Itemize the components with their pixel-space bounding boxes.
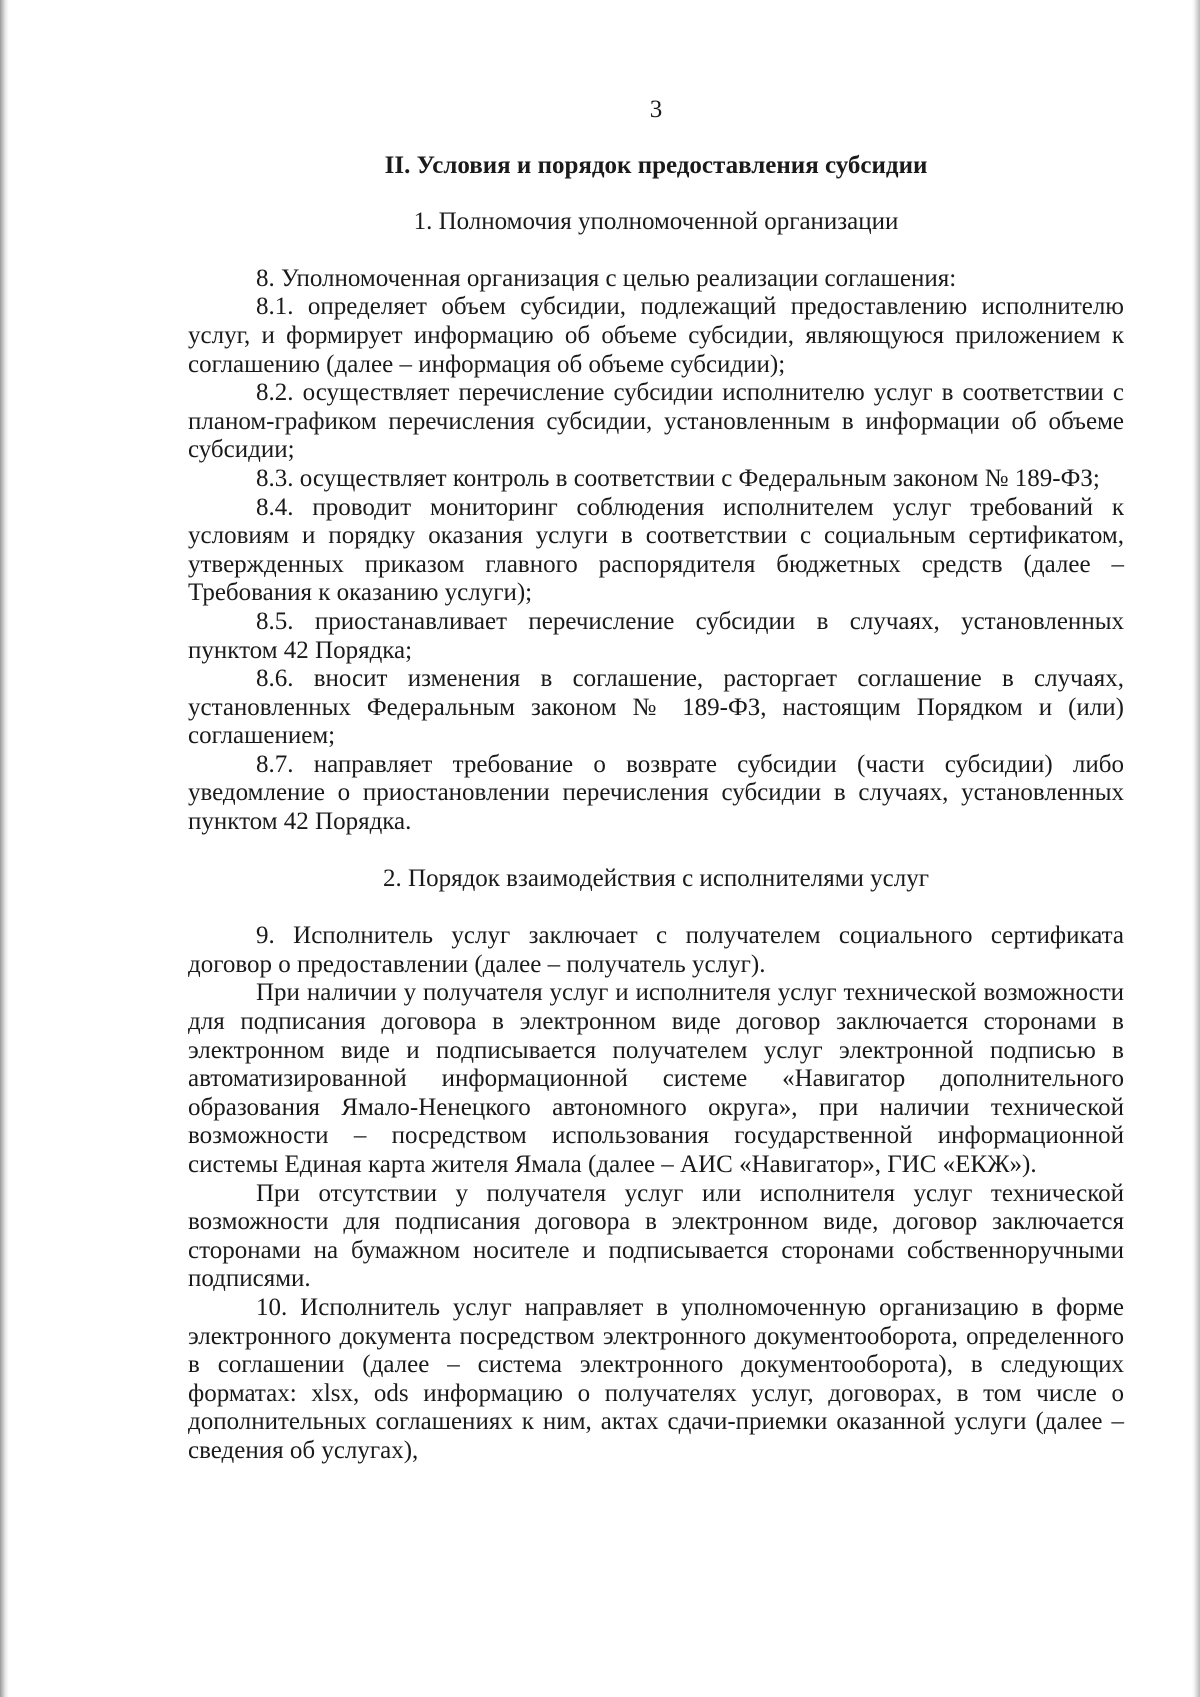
paragraph-8-4: 8.4. проводит мониторинг соблюдения исполнителем услуг требований к условиям и порядку оказания услуги в соответствии с социальным сертификатом, утвержденных приказом главного распорядителя бюджетных средств (далее – Требования к оказанию услуги); [188,493,1124,607]
paragraph-9: 9. Исполнитель услуг заключает с получателем социального сертификата договор о предоставлении (далее – получатель услуг). [188,922,1124,978]
paragraph-10: 10. Исполнитель услуг направляет в уполномоченную организацию в форме электронного документа посредством электронного документооборота, определенного в соглашении (далее – система электронного документооборота), в следующих форматах: xlsx, ods информацию о получателях услуг, договорах, в том числе о дополнительных соглашениях к ним, актах сдачи-приемки оказанной услуги (далее – сведения об услугах), [188,1293,1124,1464]
paragraph-8: 8. Уполномоченная организация с целью реализации соглашения: [256,264,957,292]
subsection-title-interaction: 2. Порядок взаимодействия с исполнителями услуг [383,864,929,892]
paragraph-8-6: 8.6. вносит изменения в соглашение, расторгает соглашение в случаях, установленных Федеральным законом № 189-ФЗ, настоящим Порядком и (или) соглашением; [188,665,1124,750]
section-title: II. Условия и порядок предоставления субсидии [384,151,928,179]
paragraph-9-electronic: При наличии у получателя услуг и исполнителя услуг технической возможности для подписания договора в электронном виде договор заключается сторонами в электронном виде и подписывается получателем услуг электронной подписью в автоматизированной информационной системе «Навигатор дополнительного образования Ямало-Ненецкого автономного округа», при наличии технической возможности – посредством использования государственной информационной системы Единая карта жителя Ямала (далее – АИС «Навигатор», ГИС «ЕКЖ»). [188,979,1124,1178]
scan-edge-right [1192,0,1200,1697]
paragraph-9-paper: При отсутствии у получателя услуг или исполнителя услуг технической возможности для подписания договора в электронном виде, договор заключается сторонами на бумажном носителе и подписывается сторонами собственноручными подписями. [188,1179,1124,1293]
paragraph-8-2: 8.2. осуществляет перечисление субсидии исполнителю услуг в соответствии с планом-графиком перечисления субсидии, установленным в информации об объеме субсидии; [188,379,1124,464]
document-page [188,96,1124,1466]
paragraph-8-5: 8.5. приостанавливает перечисление субсидии в случаях, установленных пунктом 42 Порядка; [188,607,1124,664]
scan-edge-left [0,0,9,1697]
paragraph-8-7: 8.7. направляет требование о возврате субсидии (части субсидии) либо уведомление о приостановлении перечисления субсидии в случаях, установленных пунктом 42 Порядка. [188,750,1124,836]
paragraph-8-3: 8.3. осуществляет контроль в соответствии с Федеральным законом № 189-ФЗ; [256,464,1100,492]
page-number: 3 [649,96,663,123]
subsection-title-powers: 1. Полномочия уполномоченной организации [413,208,899,236]
paragraph-8-1: 8.1. определяет объем субсидии, подлежащий предоставлению исполнителю услуг, и формирует информацию об объеме субсидии, являющуюся приложением к соглашению (далее – информация об объеме субсидии); [188,293,1124,378]
